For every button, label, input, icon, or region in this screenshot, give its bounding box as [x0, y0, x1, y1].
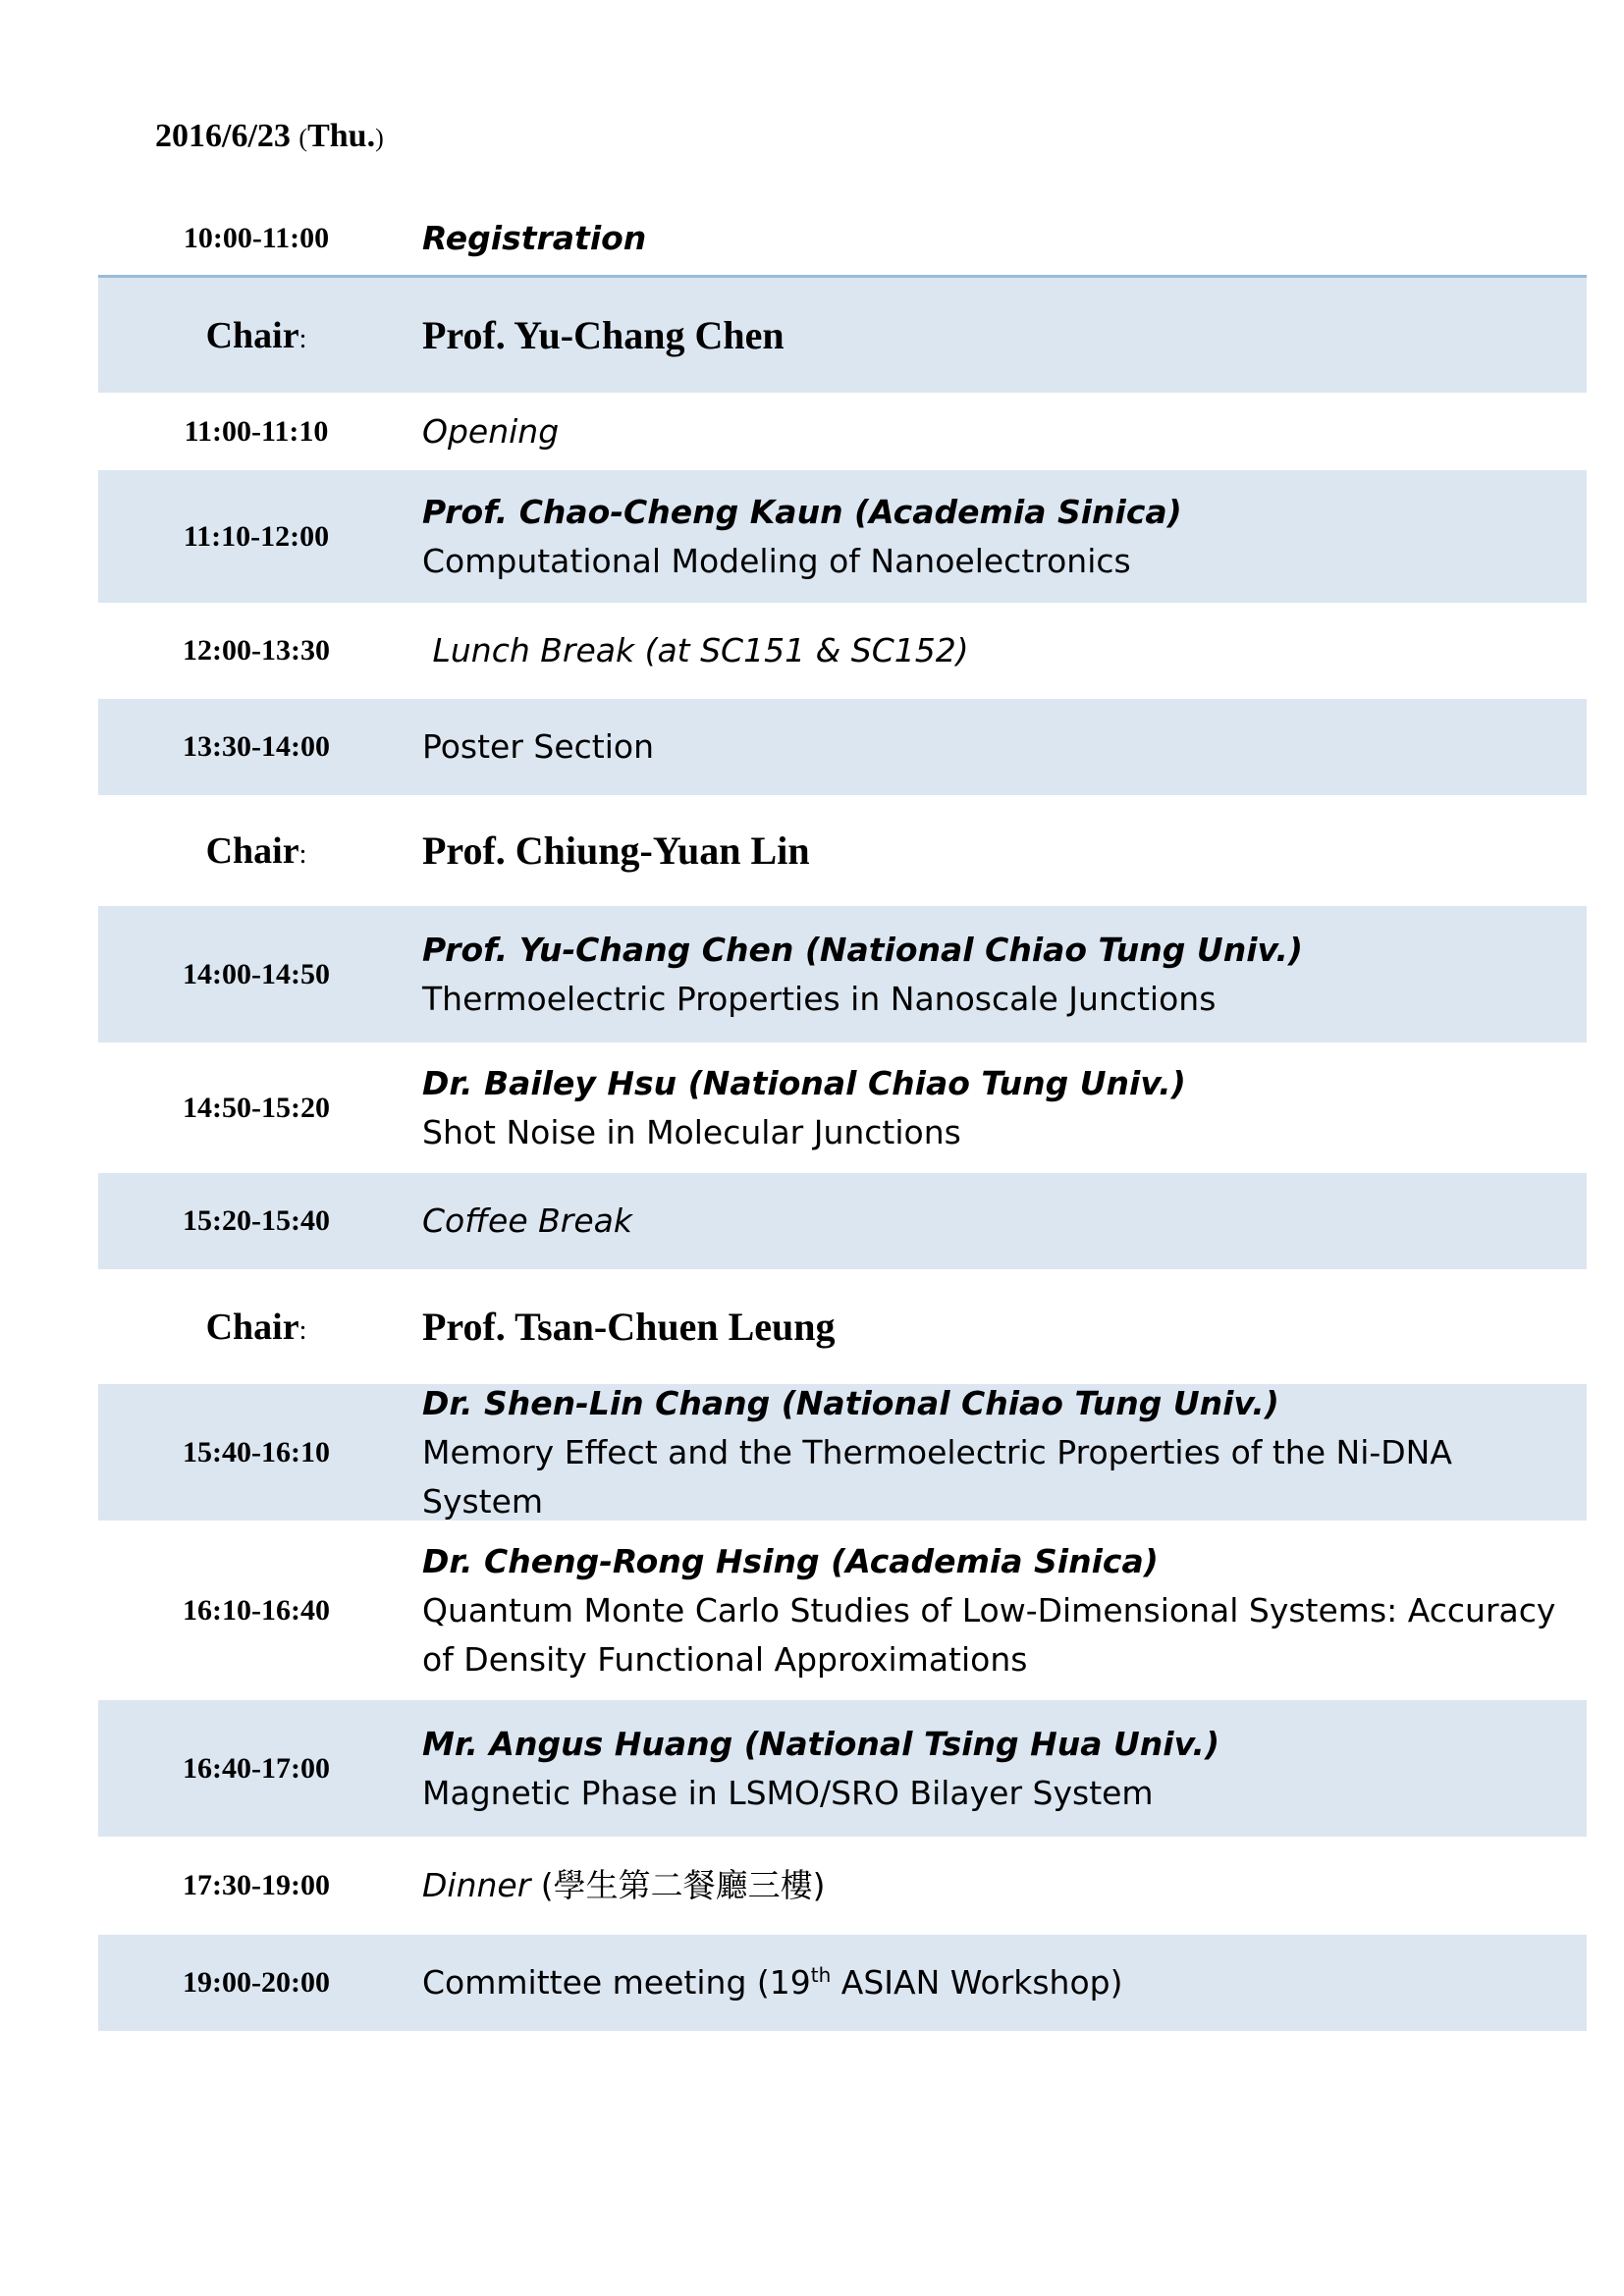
session-time: 19:00-20:00: [183, 1966, 330, 1999]
session-title: Dinner: [422, 1866, 531, 1904]
speaker-name: Prof. Yu-Chang Chen (National Chiao Tung Univ.): [422, 930, 1303, 969]
chair-label: Chair:: [205, 314, 307, 356]
speaker-name: Dr. Cheng-Rong Hsing (Academia Sinica): [422, 1541, 1159, 1580]
session-content: [414, 1379, 1587, 1526]
session-title: Poster Section: [422, 727, 655, 766]
schedule-row: [98, 1042, 1587, 1173]
session-title: Lunch Break (at SC151 & SC152): [422, 631, 969, 669]
schedule-row: [98, 906, 1587, 1042]
talk-title: Computational Modeling of Nanoelectronics: [422, 541, 1131, 580]
schedule-row: [98, 1521, 1587, 1700]
session-time: 14:00-14:50: [183, 957, 330, 990]
chair-row: [98, 1269, 1587, 1384]
session-time: 11:00-11:10: [184, 414, 329, 448]
schedule-row: [98, 1173, 1587, 1269]
chair-label: Chair:: [205, 829, 307, 872]
session-content: [414, 1861, 1587, 1910]
session-time: 15:40-16:10: [183, 1435, 330, 1468]
talk-title: Memory Effect and the Thermoelectric Properties of the Ni-DNA System: [422, 1432, 1452, 1521]
date-paren-close: ): [375, 124, 384, 152]
talk-title: Quantum Monte Carlo Studies of Low-Dimensional Systems: Accuracy of Density Functional Approximations: [422, 1590, 1556, 1679]
speaker-name: Dr. Shen-Lin Chang (National Chiao Tung Univ.): [422, 1383, 1279, 1422]
speaker-name: Dr. Bailey Hsu (National Chiao Tung Univ.): [422, 1063, 1186, 1102]
schedule-row: [98, 1935, 1587, 2031]
chair-row: [98, 275, 1587, 393]
session-content: [414, 1059, 1587, 1157]
date-text: 2016/6/23: [155, 118, 291, 154]
session-title: Coffee Break: [422, 1201, 632, 1240]
session-time: 14:50-15:20: [183, 1091, 330, 1124]
chair-row: [98, 795, 1587, 906]
date-day: Thu.: [307, 118, 376, 154]
schedule-date: [155, 118, 384, 155]
speaker-name: Mr. Angus Huang (National Tsing Hua Univ.): [422, 1724, 1220, 1763]
session-note: (學生第二餐廳三樓): [530, 1866, 826, 1904]
schedule-row: [98, 1837, 1587, 1935]
talk-title: Shot Noise in Molecular Junctions: [422, 1112, 961, 1151]
date-paren-open: (: [298, 124, 308, 152]
session-content: [414, 1537, 1587, 1684]
session-time: 13:30-14:00: [183, 730, 330, 763]
talk-title: Magnetic Phase in LSMO/SRO Bilayer System: [422, 1773, 1154, 1812]
schedule-row: [98, 1700, 1587, 1837]
speaker-name: Prof. Chao-Cheng Kaun (Academia Sinica): [422, 492, 1182, 531]
session-content: [414, 1720, 1587, 1818]
session-title: Registration: [422, 219, 647, 257]
session-title: Committee meeting (19th ASIAN Workshop): [422, 1963, 1123, 2002]
session-content: [414, 926, 1587, 1024]
talk-title: Thermoelectric Properties in Nanoscale Junctions: [422, 979, 1217, 1018]
schedule-row: [98, 393, 1587, 470]
session-time: 16:10-16:40: [183, 1593, 330, 1627]
schedule-row: [98, 603, 1587, 699]
session-title: Opening: [422, 411, 560, 451]
session-content: [414, 488, 1587, 586]
chair-name: Prof. Chiung-Yuan Lin: [422, 828, 810, 873]
session-time: 11:10-12:00: [183, 519, 330, 553]
schedule-row: [98, 699, 1587, 795]
chair-label: Chair:: [205, 1306, 307, 1348]
chair-name: Prof. Tsan-Chuen Leung: [422, 1305, 836, 1349]
session-time: 17:30-19:00: [183, 1869, 330, 1901]
session-time: 10:00-11:00: [183, 222, 330, 254]
schedule-row: [98, 202, 1587, 275]
schedule-row: [98, 470, 1587, 603]
schedule-table: [98, 202, 1587, 2031]
schedule-row: [98, 1384, 1587, 1521]
session-time: 16:40-17:00: [183, 1751, 330, 1785]
session-time: 12:00-13:30: [183, 634, 330, 667]
session-time: 15:20-15:40: [183, 1204, 330, 1237]
chair-name: Prof. Yu-Chang Chen: [422, 313, 785, 357]
